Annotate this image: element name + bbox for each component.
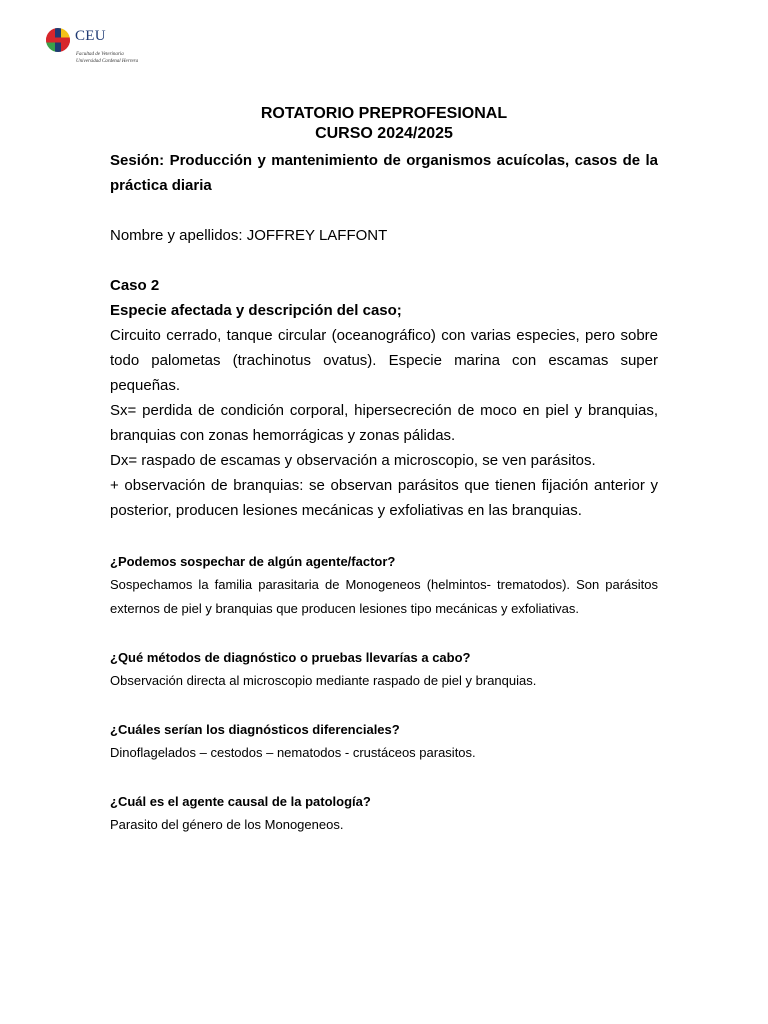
case-paragraph-gills: + observación de branquias: se observan parásitos que tienen fijación anterior y posterior, producen lesiones mecánicas y exfoliativas en las branquias. xyxy=(110,477,658,519)
question-differentials: ¿Cuáles serían los diagnósticos diferenciales? xyxy=(110,722,400,737)
ceu-emblem-icon xyxy=(46,28,70,52)
case-paragraph-diagnosis: Dx= raspado de escamas y observación a microscopio, se ven parásitos. xyxy=(110,452,596,469)
case-paragraph-symptoms: Sx= perdida de condición corporal, hipersecreción de moco en piel y branquias, branquias con zonas hemorrágicas y zonas pálidas. xyxy=(110,402,658,444)
session-title: Sesión: Producción y mantenimiento de organismos acuícolas, casos de la práctica diaria xyxy=(110,152,658,194)
student-name: Nombre y apellidos: JOFFREY LAFFONT xyxy=(110,227,388,244)
qa-block-differentials xyxy=(110,721,658,765)
answer-suspect: Sospechamos la familia parasitaria de Monogeneos (helmintos- trematodos). Son parásitos externos de piel y branquias que producen lesiones tipo mecánicas y exfoliativas. xyxy=(110,577,658,616)
question-methods: ¿Qué métodos de diagnóstico o pruebas llevarías a cabo? xyxy=(110,650,471,665)
qa-block-suspect xyxy=(110,553,658,621)
document-body xyxy=(110,104,658,837)
qa-block-causal-agent xyxy=(110,793,658,837)
logo-faculty: Facultad de Veterinaria xyxy=(76,52,124,57)
answer-methods: Observación directa al microscopio mediante raspado de piel y branquias. xyxy=(110,673,537,688)
case-title: Caso 2 xyxy=(110,277,160,294)
document-course: CURSO 2024/2025 xyxy=(315,125,453,142)
answer-causal-agent: Parasito del género de los Monogeneos. xyxy=(110,817,344,832)
answer-differentials: Dinoflagelados – cestodos – nematodos - crustáceos parasitos. xyxy=(110,745,476,760)
logo-university: Universidad Cardenal Herrera xyxy=(76,59,139,64)
qa-block-methods xyxy=(110,649,658,693)
emblem-cross-horizontal xyxy=(46,38,70,43)
question-suspect: ¿Podemos sospechar de algún agente/factor? xyxy=(110,554,396,569)
ceu-logo xyxy=(46,26,206,70)
case-paragraph-circuit: Circuito cerrado, tanque circular (oceanográfico) con varias especies, pero sobre todo palometas (trachinotus ovatus). Especie marina con escamas super pequeñas. xyxy=(110,327,658,394)
logo-name: CEU xyxy=(75,28,106,44)
question-causal-agent: ¿Cuál es el agente causal de la patología? xyxy=(110,794,371,809)
document-title: ROTATORIO PREPROFESIONAL xyxy=(260,105,508,122)
case-species-heading: Especie afectada y descripción del caso; xyxy=(110,302,402,319)
